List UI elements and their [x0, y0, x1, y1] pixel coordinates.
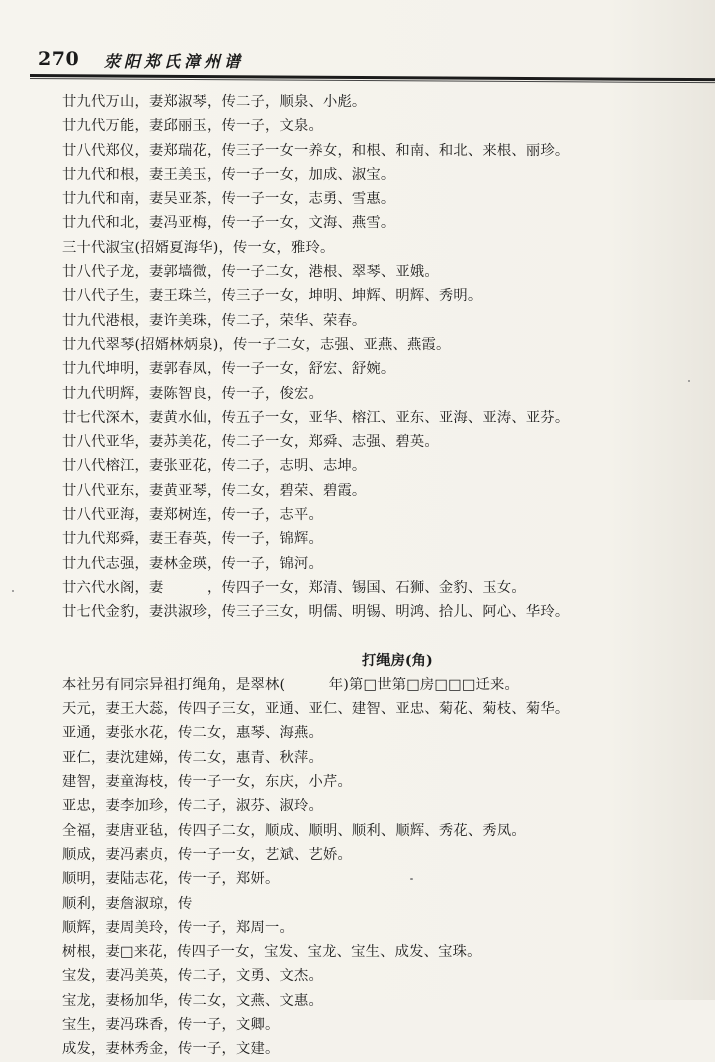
- genealogy-line: 宝生，妻冯珠香，传一子，文卿。: [62, 1016, 280, 1033]
- scan-speck: [410, 878, 413, 880]
- genealogy-line: 廿八代亚华，妻苏美花，传二子一女，郑舜、志强、碧英。: [62, 434, 439, 451]
- genealogy-line: 廿九代和北，妻冯亚梅，传一子一女，文海、燕雪。: [62, 215, 396, 232]
- genealogy-line: 廿九代万山，妻郑淑琴，传二子，顺泉、小彪。: [62, 94, 367, 110]
- genealogy-line: 宝发，妻冯美英，传二子，文勇、文杰。: [62, 968, 323, 985]
- genealogy-line: 廿八代亚海，妻郑树连，传一子，志平。: [62, 507, 323, 524]
- book-title: 荥阳郑氏漳州谱: [104, 52, 245, 71]
- genealogy-line: 廿九代翠琴(招婿林炳泉)，传一子二女，志强、亚燕、燕霞。: [62, 336, 451, 353]
- genealogy-line: 廿八代子生，妻王珠兰，传三子一女，坤明、坤辉、明辉、秀明。: [62, 288, 483, 305]
- genealogy-line: 顺成，妻冯素贞，传一子一女，艺斌、艺娇。: [62, 846, 352, 863]
- genealogy-line: 廿九代明辉，妻陈智良，传一子，俊宏。: [62, 385, 323, 402]
- genealogy-line: 亚仁，妻沈建娣，传二女，惠青、秋萍。: [62, 749, 323, 766]
- scan-speck: [688, 380, 690, 382]
- genealogy-line: 亚通，妻张水花，传二女，惠琴、海燕。: [62, 725, 323, 742]
- page-header: [34, 46, 694, 76]
- genealogy-line: 宝龙，妻杨加华，传二女，文燕、文惠。: [62, 992, 323, 1009]
- genealogy-line: 全福，妻唐亚毡，传四子二女，顺成、顺明、顺利、顺辉、秀花、秀凤。: [62, 822, 526, 839]
- genealogy-line: 顺利，妻詹淑琼，传: [62, 895, 193, 912]
- genealogy-line: 廿九代和根，妻王美玉，传一子一女，加成、淑宝。: [62, 166, 396, 183]
- genealogy-line: 亚忠，妻李加珍，传二子，淑芬、淑玲。: [62, 798, 323, 815]
- genealogy-line: 廿八代子龙，妻郭墙微，传一子二女，港根、翠琴、亚娥。: [62, 264, 439, 281]
- genealogy-line: 树根，妻□来花，传四子一女，宝发、宝龙、宝生、成发、宝珠。: [62, 944, 482, 961]
- genealogy-line: 顺辉，妻周美玲，传一子，郑周一。: [62, 919, 294, 936]
- genealogy-line: 三十代淑宝(招婿夏海华)，传一女，雅玲。: [62, 239, 335, 256]
- genealogy-line: 天元，妻王大蕊，传四子三女，亚通、亚仁、建智、亚忠、菊花、菊枝、菊华。: [62, 701, 570, 718]
- genealogy-line: 廿九代和南，妻吴亚茶，传一子一女，志勇、雪惠。: [62, 191, 396, 208]
- genealogy-line: 成发，妻林秀金，传一子，文建。: [62, 1041, 280, 1058]
- genealogy-line: 廿九代港根，妻许美珠，传二子，荣华、荣春。: [62, 312, 367, 329]
- genealogy-line: 廿七代深木，妻黄水仙，传五子一女，亚华、榕江、亚东、亚海、亚涛、亚芬。: [62, 409, 570, 426]
- genealogy-line: 廿九代志强，妻林金瑛，传一子，锦河。: [62, 555, 323, 572]
- scan-speck: [12, 590, 14, 592]
- genealogy-line: 顺明，妻陆志花，传一子，郑妍。: [62, 871, 280, 888]
- section-title: 打绳房(角): [362, 652, 433, 669]
- genealogy-line: 廿九代万能，妻邱丽玉，传一子，文泉。: [62, 118, 323, 135]
- genealogy-line: 廿八代亚东，妻黄亚琴，传二女，碧荣、碧霞。: [62, 482, 367, 499]
- genealogy-line: 廿七代金豹，妻洪淑珍，传三子三女，明儒、明锡、明鸿、拾儿、阿心、华玲。: [62, 604, 570, 621]
- genealogy-text: [62, 90, 702, 1062]
- genealogy-line: 廿八代郑仪，妻郑瑞花，传三子一女一养女，和根、和南、和北、来根、丽珍。: [62, 142, 570, 159]
- genealogy-line: 廿八代榕江，妻张亚花，传二子，志明、志坤。: [62, 458, 367, 475]
- genealogy-line: 廿六代水阁，妻 ，传四子一女，郑清、锡国、石狮、金豹、玉女。: [62, 579, 526, 596]
- genealogy-line: 建智，妻童海枝，传一子一女，东庆，小芹。: [62, 774, 352, 791]
- genealogy-line: 廿九代郑舜，妻王春英，传一子，锦辉。: [62, 531, 323, 548]
- page-number: 270: [38, 48, 80, 70]
- genealogy-list-part2: [62, 673, 702, 1062]
- genealogy-line: 本社另有同宗异祖打绳角，是翠林( 年)第□世第□房□□□迁来。: [62, 676, 520, 693]
- genealogy-line: 廿九代坤明，妻郭春凤，传一子一女，舒宏、舒婉。: [62, 361, 396, 378]
- genealogy-list-part1: [62, 90, 702, 625]
- section-gap: [62, 625, 702, 649]
